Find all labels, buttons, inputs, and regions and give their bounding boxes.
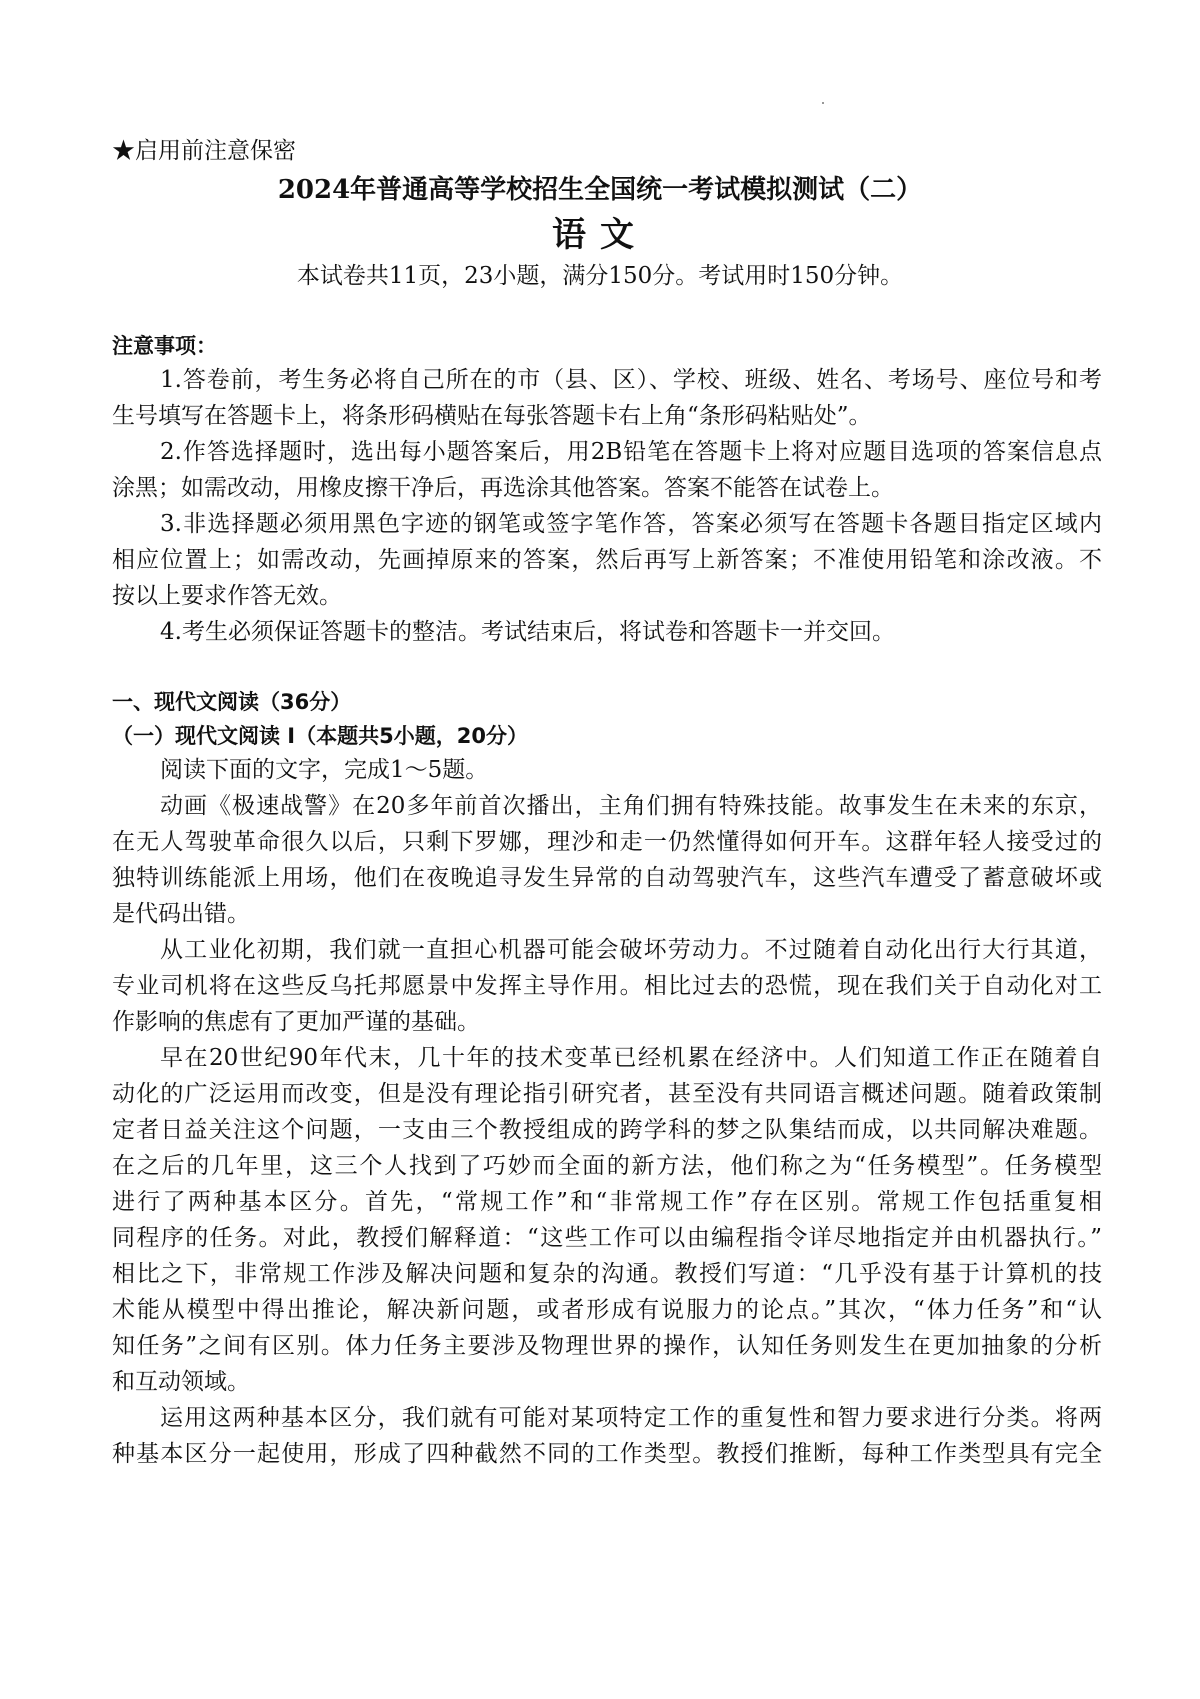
- passage-line: 术能从模型中得出推论，解决新问题，或者形成有说服力的论点。”其次，“体力任务”和“认: [112, 1297, 1102, 1323]
- passage-line: 专业司机将在这些反乌托邦愿景中发挥主导作用。相比过去的恐慌，现在我们关于自动化对工: [112, 973, 1102, 999]
- passage-line: 动画《极速战警》在20多年前首次播出，主角们拥有特殊技能。故事发生在未来的东京，: [160, 793, 1102, 819]
- exam-title: 2024年普通高等学校招生全国统一考试模拟测试（二）: [277, 175, 923, 205]
- notice-line: 涂黑；如需改动，用橡皮擦干净后，再选涂其他答案。答案不能答在试卷上。: [112, 475, 894, 501]
- passage-line: 进行了两种基本区分。首先，“常规工作”和“非常规工作”存在区别。常规工作包括重复相: [112, 1189, 1102, 1215]
- passage-line: 动化的广泛运用而改变，但是没有理论指引研究者，甚至没有共同语言概述问题。随着政策制: [112, 1081, 1102, 1107]
- passage-line: 运用这两种基本区分，我们就有可能对某项特定工作的重复性和智力要求进行分类。将两: [160, 1405, 1102, 1431]
- exam-info: 本试卷共11页，23小题，满分150分。考试用时150分钟。: [296, 263, 904, 289]
- passage-line: 同程序的任务。对此，教授们解释道：“这些工作可以由编程指令详尽地指定并由机器执行。”: [112, 1225, 1102, 1251]
- reading-instruction: 阅读下面的文字，完成1～5题。: [160, 757, 489, 783]
- passage-line: 是代码出错。: [112, 901, 250, 927]
- passage-line: 在无人驾驶革命很久以后，只剩下罗娜，理沙和走一仍然懂得如何开车。这群年轻人接受过的: [112, 829, 1102, 855]
- passage-line: 种基本区分一起使用，形成了四种截然不同的工作类型。教授们推断，每种工作类型具有完全: [112, 1441, 1102, 1467]
- notice-line: 相应位置上；如需改动，先画掉原来的答案，然后再写上新答案；不准使用铅笔和涂改液。不: [112, 547, 1102, 573]
- notice-line: 生号填写在答题卡上，将条形码横贴在每张答题卡右上角“条形码粘贴处”。: [112, 403, 872, 429]
- notice-line: 4.考生必须保证答题卡的整洁。考试结束后，将试卷和答题卡一并交回。: [160, 619, 895, 645]
- passage-line: 和互动领域。: [112, 1369, 250, 1395]
- section-subheading: （一）现代文阅读 I（本题共5小题，20分）: [112, 724, 528, 748]
- passage-line: 在之后的几年里，这三个人找到了巧妙而全面的新方法，他们称之为“任务模型”。任务模型: [112, 1153, 1102, 1179]
- scan-speck: [822, 102, 824, 104]
- section-heading: 一、现代文阅读（36分）: [112, 690, 352, 714]
- notice-heading: 注意事项：: [112, 334, 217, 358]
- notice-line: 3.非选择题必须用黑色字迹的钢笔或签字笔作答，答案必须写在答题卡各题目指定区域内: [160, 511, 1102, 537]
- passage-line: 早在20世纪90年代末，几十年的技术变革已经机累在经济中。人们知道工作正在随着自: [160, 1045, 1102, 1071]
- confidential-mark: ★启用前注意保密: [112, 138, 296, 164]
- passage-line: 独特训练能派上用场，他们在夜晚追寻发生异常的自动驾驶汽车，这些汽车遭受了蓄意破坏或: [112, 865, 1102, 891]
- passage-line: 作影响的焦虑有了更加严谨的基础。: [112, 1009, 480, 1035]
- passage-line: 相比之下，非常规工作涉及解决问题和复杂的沟通。教授们写道：“几乎没有基于计算机的技: [112, 1261, 1102, 1287]
- notice-line: 按以上要求作答无效。: [112, 583, 342, 609]
- passage-line: 从工业化初期，我们就一直担心机器可能会破坏劳动力。不过随着自动化出行大行其道，: [160, 937, 1102, 963]
- notice-line: 2.作答选择题时，选出每小题答案后，用2B铅笔在答题卡上将对应题目选项的答案信息点: [160, 439, 1102, 465]
- passage-line: 知任务”之间有区别。体力任务主要涉及物理世界的操作，认知任务则发生在更加抽象的分析: [112, 1333, 1102, 1359]
- passage-line: 定者日益关注这个问题，一支由三个教授组成的跨学科的梦之队集结而成，以共同解决难题。: [112, 1117, 1102, 1143]
- notice-line: 1.答卷前，考生务必将自己所在的市（县、区）、学校、班级、姓名、考场号、座位号和考: [160, 367, 1102, 393]
- subject-title: 语文: [552, 215, 648, 255]
